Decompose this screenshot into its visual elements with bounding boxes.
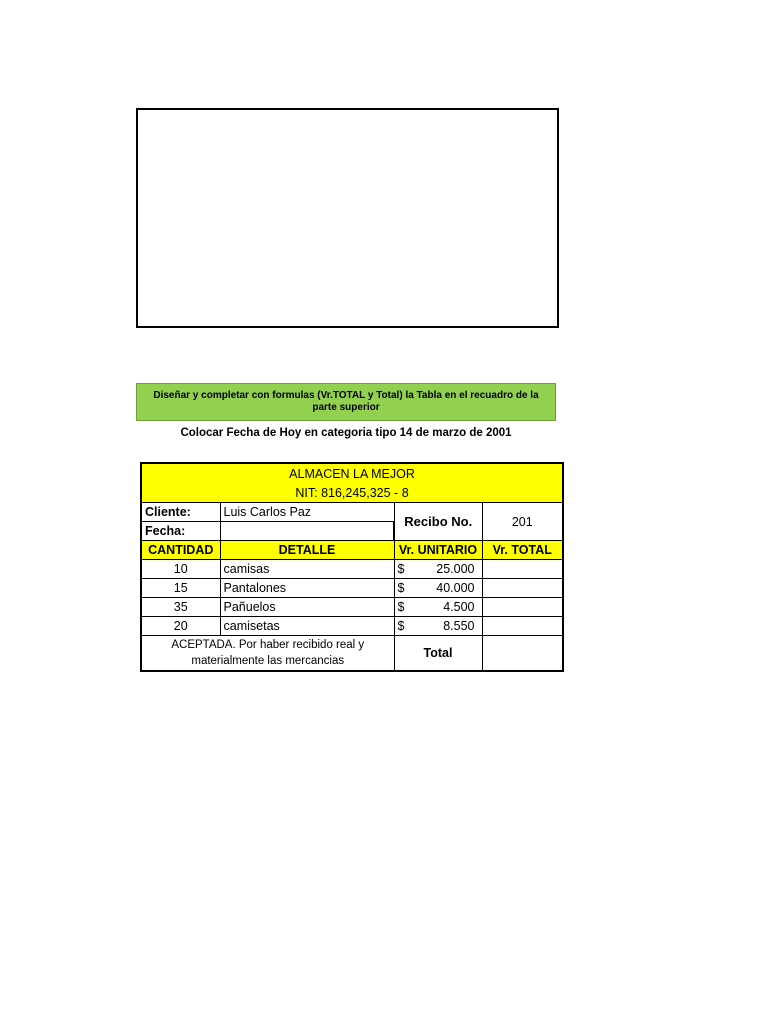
receipt-number[interactable]: 201 xyxy=(482,503,563,541)
item-quantity[interactable]: 10 xyxy=(141,560,220,579)
item-unit-price[interactable] xyxy=(394,560,482,579)
receipt-label: Recibo No. xyxy=(394,503,482,541)
item-unit-price[interactable] xyxy=(394,579,482,598)
item-quantity[interactable]: 20 xyxy=(141,617,220,636)
unit-price-amount: 8.550 xyxy=(443,619,475,633)
unit-price-amount: 40.000 xyxy=(436,581,475,595)
date-label: Fecha: xyxy=(141,522,220,541)
item-detail[interactable]: camisetas xyxy=(220,617,394,636)
currency-symbol: $ xyxy=(397,581,405,595)
header-unit-price: Vr. UNITARIO xyxy=(394,541,482,560)
item-total[interactable] xyxy=(482,598,563,617)
store-nit: NIT: 816,245,325 - 8 xyxy=(141,483,563,503)
table-row xyxy=(141,560,563,579)
item-detail[interactable]: camisas xyxy=(220,560,394,579)
receipt-table xyxy=(140,462,564,672)
date-value[interactable] xyxy=(220,522,394,541)
item-unit-price[interactable] xyxy=(394,598,482,617)
store-name: ALMACEN LA MEJOR xyxy=(141,463,563,483)
instruction-banner xyxy=(136,383,556,421)
currency-symbol: $ xyxy=(397,562,405,576)
total-label: Total xyxy=(394,636,482,672)
empty-answer-box xyxy=(136,108,559,328)
table-row xyxy=(141,579,563,598)
unit-price-amount: 4.500 xyxy=(443,600,475,614)
date-instruction: Colocar Fecha de Hoy en categoria tipo 14 de marzo de 2001 xyxy=(180,427,512,439)
header-quantity: CANTIDAD xyxy=(141,541,220,560)
item-quantity[interactable]: 35 xyxy=(141,598,220,617)
item-detail[interactable]: Pañuelos xyxy=(220,598,394,617)
item-unit-price[interactable] xyxy=(394,617,482,636)
table-row xyxy=(141,598,563,617)
client-label: Cliente: xyxy=(141,503,220,522)
currency-symbol: $ xyxy=(397,619,405,633)
unit-price-amount: 25.000 xyxy=(436,562,475,576)
total-value[interactable] xyxy=(482,636,563,672)
item-quantity[interactable]: 15 xyxy=(141,579,220,598)
currency-symbol: $ xyxy=(397,600,405,614)
acceptance-note: ACEPTADA. Por haber recibido real y materialmente las mercancias xyxy=(141,636,394,672)
table-row xyxy=(141,617,563,636)
instruction-text: Diseñar y completar con formulas (Vr.TOTAL y Total) la Tabla en el recuadro de la parte superior xyxy=(153,390,539,413)
item-total[interactable] xyxy=(482,617,563,636)
item-total[interactable] xyxy=(482,560,563,579)
header-total: Vr. TOTAL xyxy=(482,541,563,560)
item-detail[interactable]: Pantalones xyxy=(220,579,394,598)
client-value[interactable]: Luis Carlos Paz xyxy=(220,503,394,522)
item-total[interactable] xyxy=(482,579,563,598)
header-detail: DETALLE xyxy=(220,541,394,560)
